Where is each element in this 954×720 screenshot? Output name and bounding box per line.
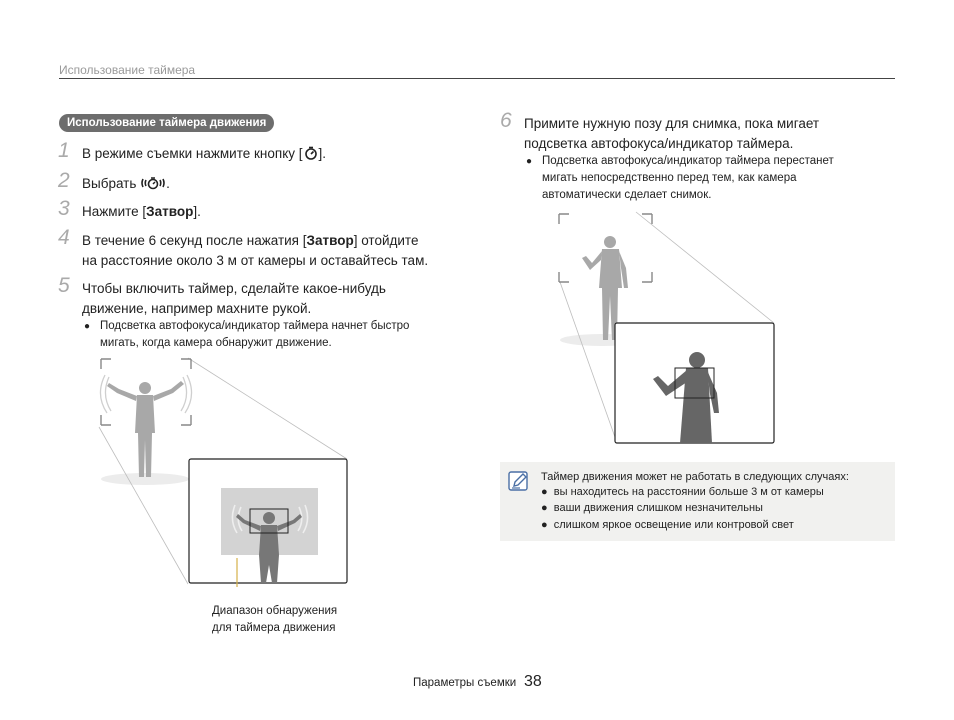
page-number: 38 (524, 673, 542, 690)
bullet-dot: ● (541, 519, 554, 531)
bullet-dot: ● (526, 156, 533, 167)
step-6 (500, 109, 820, 154)
note-item-text: вы находитесь на расстоянии больше 3 м от камеры (553, 486, 824, 498)
section-title-pill: Использование таймера движения (59, 114, 274, 132)
step-1 (58, 139, 327, 164)
step-number: 6 (500, 109, 512, 132)
step-6-bullet (526, 153, 834, 204)
timer-button-icon (303, 146, 319, 160)
footer-section-label: Параметры съемки (413, 677, 517, 689)
step-4 (58, 226, 429, 271)
step-text-end: ]. (193, 204, 201, 219)
step-2 (58, 169, 170, 194)
step-number: 2 (58, 169, 70, 192)
page-header-title: Использование таймера (59, 63, 196, 77)
step-number: 5 (58, 274, 70, 297)
step-text-end: . (166, 176, 170, 191)
note-item (541, 500, 763, 516)
step-3 (58, 197, 201, 222)
step-text-line2: движение, например махните рукой. (82, 301, 312, 316)
shutter-key-label: Затвор (306, 233, 354, 248)
step-5 (58, 274, 386, 319)
bullet-dot: ● (84, 321, 91, 332)
note-item-text: слишком яркое освещение или контровой свет (553, 519, 794, 531)
step-text: Чтобы включить таймер, сделайте какое-нибудь (82, 281, 386, 296)
step-text: Нажмите [ (82, 204, 147, 219)
note-intro: Таймер движения может не работать в следующих случаях: (541, 471, 849, 483)
shutter-key-label: Затвор (146, 204, 194, 219)
step-text: В течение 6 секунд после нажатия [ (82, 233, 307, 248)
step-text-line2: подсветка автофокуса/индикатор таймера. (524, 136, 794, 151)
step-text: В режиме съемки нажмите кнопку [ (82, 146, 303, 161)
bullet-line: автоматически сделает снимок. (542, 189, 712, 201)
motion-detection-illustration (95, 355, 355, 587)
motion-timer-icon (140, 176, 166, 190)
step-text-end: ] отойдите (353, 233, 419, 248)
step-text-end: ]. (318, 146, 327, 161)
bullet-dot: ● (541, 486, 554, 498)
note-pencil-icon (508, 470, 530, 492)
step-number: 4 (58, 226, 70, 249)
step-text: Примите нужную позу для снимка, пока мигает (524, 116, 820, 131)
caption-line: Диапазон обнаружения (212, 605, 338, 617)
note-item (541, 484, 824, 500)
caption-line: для таймера движения (212, 622, 336, 634)
step-text-line2: на расстояние около 3 м от камеры и оставайтесь там. (82, 253, 429, 268)
step-number: 1 (58, 139, 70, 162)
note-item (541, 517, 794, 533)
step-number: 3 (58, 197, 70, 220)
bullet-line: мигать, когда камера обнаружит движение. (100, 337, 332, 349)
step-5-bullet (84, 318, 409, 352)
bullet-dot: ● (541, 502, 554, 514)
detection-range-caption (212, 603, 337, 637)
header-divider (59, 78, 895, 79)
bullet-line: мигать непосредственно перед тем, как камера (542, 172, 797, 184)
bullet-line: Подсветка автофокуса/индикатор таймера начнет быстро (100, 320, 410, 332)
step-text: Выбрать (82, 176, 141, 191)
pose-illustration (540, 208, 780, 448)
note-item-text: ваши движения слишком незначительны (553, 502, 763, 514)
bullet-line: Подсветка автофокуса/индикатор таймера перестанет (542, 155, 834, 167)
